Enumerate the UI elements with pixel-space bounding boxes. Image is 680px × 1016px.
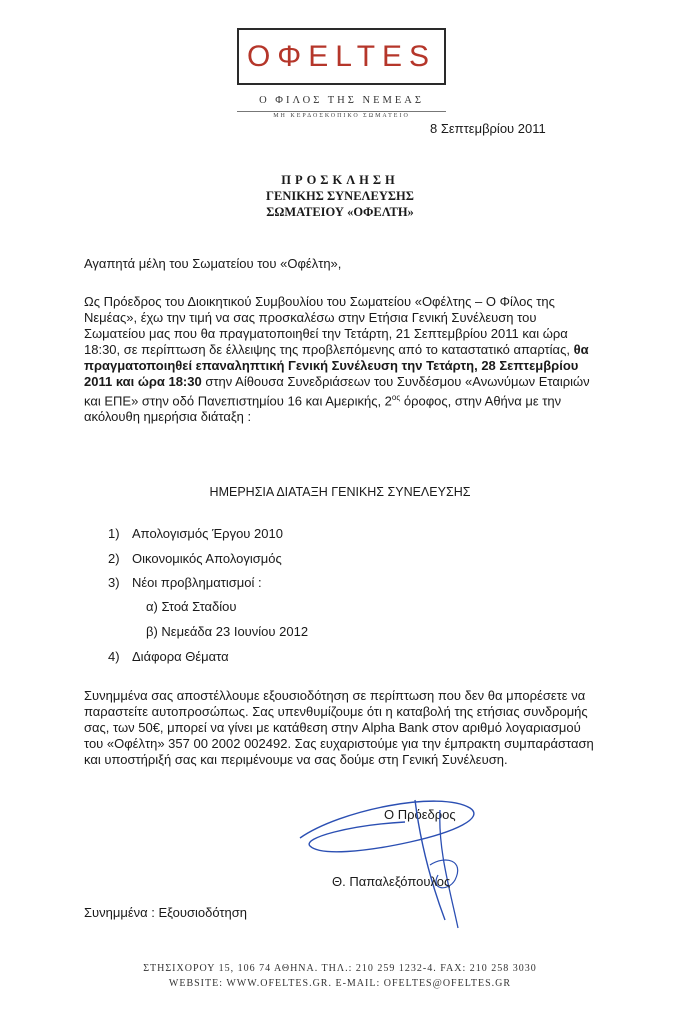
invitation-paragraph	[84, 294, 600, 425]
invitation-text-3: όροφος, στην Αθήνα με την ακόλουθη ημερήσια διάταξη :	[84, 393, 562, 425]
footer-address: ΣΤΗΣΙΧΟΡΟΥ 15, 106 74 ΑΘΗΝΑ. ΤΗΛ.: 210 259 1232-4. FAX: 210 258 3030	[143, 963, 537, 974]
handwritten-signature	[280, 770, 510, 940]
invitation-text-2: στην Αίθουσα Συνεδριάσεων του Συνδέσμου «Ανωνύμων Εταιριών και ΕΠΕ» στην οδό Πανεπιστημίου 16 και Αμερικής, 2	[84, 374, 590, 409]
agenda-item-text: Διάφορα Θέματα	[132, 649, 229, 664]
title-line-2: ΓΕΝΙΚΗΣ ΣΥΝΕΛΕΥΣΗΣ	[266, 189, 414, 203]
closing-paragraph: Συνημμένα σας αποστέλλουμε εξουσιοδότηση σε περίπτωση που δεν θα μπορέσετε να παραστείτε αυτοπροσώπως. Σας υπενθυμίζουμε ότι η καταβολή της ετήσιας συνδρομής σας, των 50€, μπορεί να γίνει με κατάθεση στην Alpha Bank στον αριθμό λογαριασμού του «Οφέλτη» 357 00 2002 002492. Σας ευχαριστούμε για την έμπρακτη συμπαράσταση και υποστήριξή σας και περιμένουμε να σας δούμε στη Γενική Συνέλευση.	[84, 688, 594, 767]
greeting: Αγαπητά μέλη του Σωματείου του «Οφέλτη»,	[84, 256, 342, 271]
letterhead-subtagline: ΜΗ ΚΕΡΔΟΣΚΟΠΙΚΟ ΣΩΜΑΤΕΙΟ	[237, 111, 446, 119]
agenda-item-number: 1)	[108, 526, 120, 541]
agenda-subitem: β) Νεμεάδα 23 Ιουνίου 2012	[146, 624, 309, 639]
letter-title	[0, 172, 680, 220]
floor-superscript: ος	[391, 393, 401, 402]
agenda-item-number: 2)	[108, 551, 120, 566]
agenda-item	[108, 526, 283, 541]
footer-contact: WEBSITE: WWW.OFELTES.GR. E-MAIL: OFELTES@OFELTES.GR	[168, 978, 512, 989]
agenda-item	[108, 649, 229, 664]
agenda-item	[108, 575, 262, 590]
attachment-note: Συνημμένα : Εξουσιοδότηση	[84, 905, 248, 920]
logo-text: ΟΦΕLTES	[246, 39, 437, 73]
agenda-title: ΗΜΕΡΗΣΙΑ ΔΙΑΤΑΞΗ ΓΕΝΙΚΗΣ ΣΥΝΕΛΕΥΣΗΣ	[209, 485, 471, 499]
title-line-1: ΠΡΟΣΚΛΗΣΗ	[281, 173, 399, 187]
letter-date: 8 Σεπτεμβρίου 2011	[430, 121, 546, 136]
logo	[237, 28, 446, 85]
letterhead-tagline: Ο ΦΙΛΟΣ ΤΗΣ ΝΕΜΕΑΣ	[259, 95, 424, 106]
agenda-item-number: 4)	[108, 649, 120, 664]
signatory-name: Θ. Παπαλεξόπουλος	[332, 874, 451, 889]
agenda-item-text: Οικονομικός Απολογισμός	[132, 551, 282, 566]
agenda-item-text: Απολογισμός Έργου 2010	[132, 526, 283, 541]
agenda-item-text: Νέοι προβληματισμοί :	[132, 575, 262, 590]
invitation-text-1: Ως Πρόεδρος του Διοικητικού Συμβουλίου του Σωματείου «Οφέλτης – Ο Φίλος της Νεμέας», έχω την τιμή να σας προσκαλέσω στην Ετήσια Γενική Συνέλευση του Σωματείου μας που θα πραγματοποιηθεί την Τετάρτη, 21 Σεπτεμβρίου 2011 και ώρα 18:30, σε περίπτωση δε έλλειψης της προβλεπόμενης από το καταστατικό απαρτίας,	[84, 294, 570, 357]
agenda-subitem: α) Στοά Σταδίου	[146, 599, 237, 614]
invitation-text-bold: θα πραγματοποιηθεί επαναληπτική Γενική Συνέλευση την Τετάρτη, 28 Σεπτεμβρίου 2011 και ώρα 18:30	[84, 342, 589, 389]
title-line-3: ΣΩΜΑΤΕΙΟΥ «ΟΦΕΛΤΗ»	[266, 205, 414, 219]
signatory-title: Ο Πρόεδρος	[384, 807, 456, 822]
agenda-item-number: 3)	[108, 575, 120, 590]
agenda-item	[108, 551, 282, 566]
